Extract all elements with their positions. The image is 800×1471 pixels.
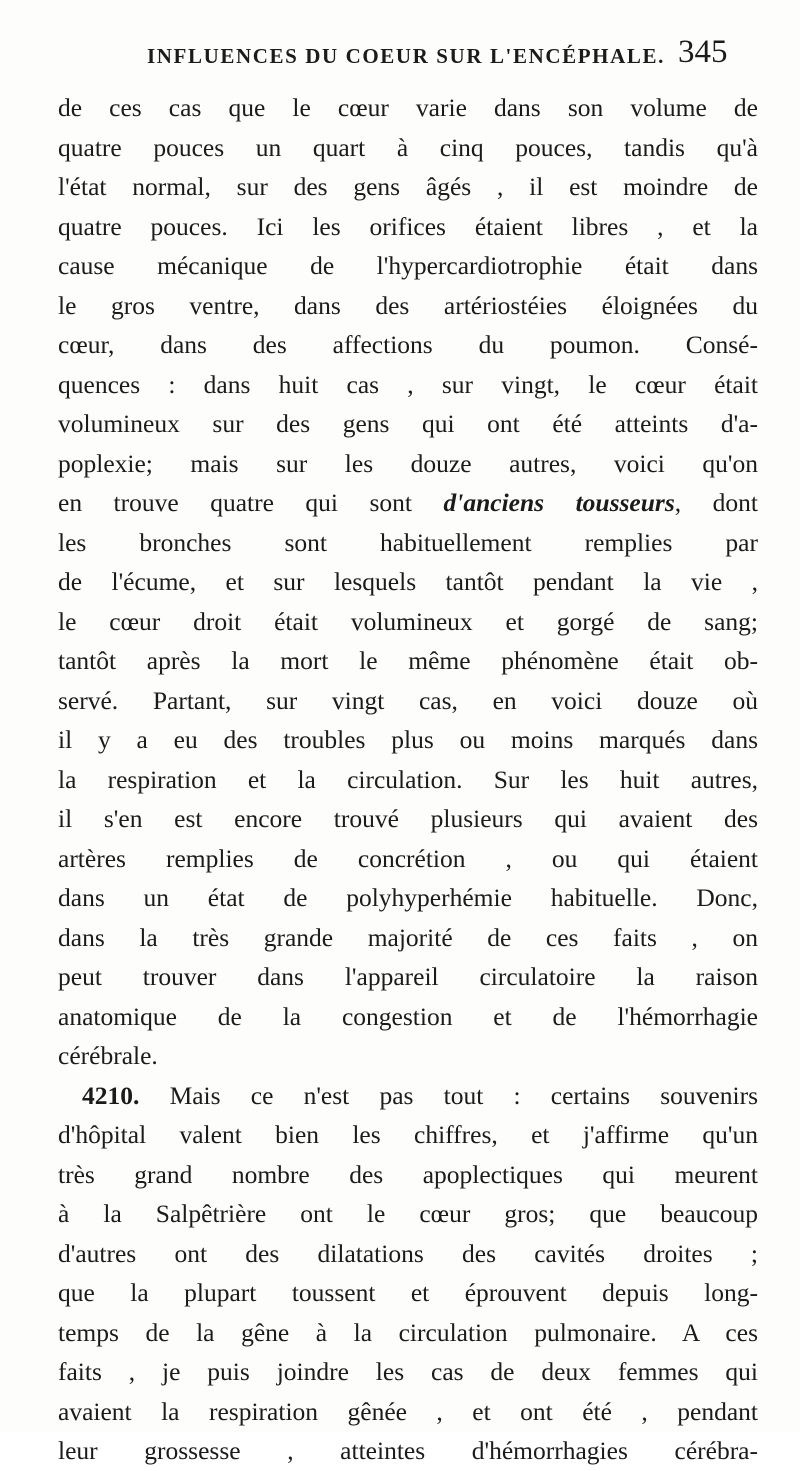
text-segment: , dont bbox=[674, 488, 758, 517]
text-line-with-italic bbox=[58, 483, 758, 523]
text-line: le gros ventre, dans des artériostéies éloignées du bbox=[58, 290, 758, 320]
text-segment: Mais ce n'est pas tout : certains souvenirs bbox=[139, 1080, 758, 1110]
text-line: servé. Partant, sur vingt cas, en voici douze où bbox=[58, 685, 758, 715]
text-line: tantôt après la mort le même phénomène était ob- bbox=[58, 646, 758, 675]
text-line: d'autres ont des dilatations des cavités droites ; bbox=[58, 1238, 758, 1268]
text-line: que la plupart toussent et éprouvent depuis long- bbox=[58, 1278, 758, 1307]
text-line: il s'en est encore trouvé plusieurs qui avaient des bbox=[58, 804, 758, 833]
text-line: il y a eu des troubles plus ou moins marqués dans bbox=[58, 725, 758, 754]
text-line: temps de la gêne à la circulation pulmonaire. A ces bbox=[58, 1317, 758, 1347]
text-line: quatre pouces un quart à cinq pouces, tandis qu'à bbox=[58, 132, 758, 162]
paragraph-start-line bbox=[58, 1076, 758, 1116]
text-line: artères remplies de concrétion , ou qui étaient bbox=[58, 843, 758, 873]
text-segment: en trouve quatre qui sont bbox=[58, 488, 444, 517]
text-line: quatre pouces. Ici les orifices étaient libres , et la bbox=[58, 211, 758, 241]
text-line: les bronches sont habituellement remplies par bbox=[58, 527, 758, 557]
text-line: avaient la respiration gênée , et ont été , pendant bbox=[58, 1396, 758, 1426]
text-line: de ces cas que le cœur varie dans son volume de bbox=[58, 93, 758, 122]
paragraph-number: 4210. bbox=[82, 1080, 140, 1110]
text-line: poplexie; mais sur les douze autres, voici qu'on bbox=[58, 448, 758, 478]
text-line: leur grossesse , atteintes d'hémorrhagies cérébra- bbox=[58, 1436, 758, 1465]
text-line: peut trouver dans l'appareil circulatoire la raison bbox=[58, 962, 758, 991]
text-line: faits , je puis joindre les cas de deux femmes qui bbox=[58, 1357, 758, 1386]
text-line: dans un état de polyhyperhémie habituelle. Donc, bbox=[58, 883, 758, 912]
italic-phrase: d'anciens tousseurs bbox=[443, 488, 675, 517]
text-line: très grand nombre des apoplectiques qui meurent bbox=[58, 1159, 758, 1189]
page-number: 345 bbox=[678, 34, 728, 70]
text-line: anatomique de la congestion et de l'hémorrhagie bbox=[58, 1001, 758, 1031]
text-line: la respiration et la circulation. Sur les huit autres, bbox=[58, 764, 758, 794]
text-line: d'hôpital valent bien les chiffres, et j'affirme qu'un bbox=[58, 1120, 758, 1149]
body-text bbox=[58, 88, 758, 1471]
text-line: quences : dans huit cas , sur vingt, le cœur était bbox=[58, 369, 758, 399]
text-line: cérébrale. bbox=[58, 1041, 158, 1070]
text-line: cause mécanique de l'hypercardiotrophie était dans bbox=[58, 251, 758, 280]
text-line: dans la très grande majorité de ces faits , on bbox=[58, 922, 758, 952]
text-line: de l'écume, et sur lesquels tantôt pendant la vie , bbox=[58, 567, 758, 596]
text-line: à la Salpêtrière ont le cœur gros; que beaucoup bbox=[58, 1199, 758, 1228]
text-line: volumineux sur des gens qui ont été atteints d'a- bbox=[58, 409, 758, 438]
running-title: INFLUENCES DU COEUR SUR L'ENCÉPHALE. bbox=[147, 44, 665, 68]
running-header bbox=[0, 34, 800, 84]
text-line: le cœur droit était volumineux et gorgé de sang; bbox=[58, 606, 758, 636]
text-line: cœur, dans des affections du poumon. Consé- bbox=[58, 330, 758, 359]
text-line: l'état normal, sur des gens âgés , il est moindre de bbox=[58, 172, 758, 201]
